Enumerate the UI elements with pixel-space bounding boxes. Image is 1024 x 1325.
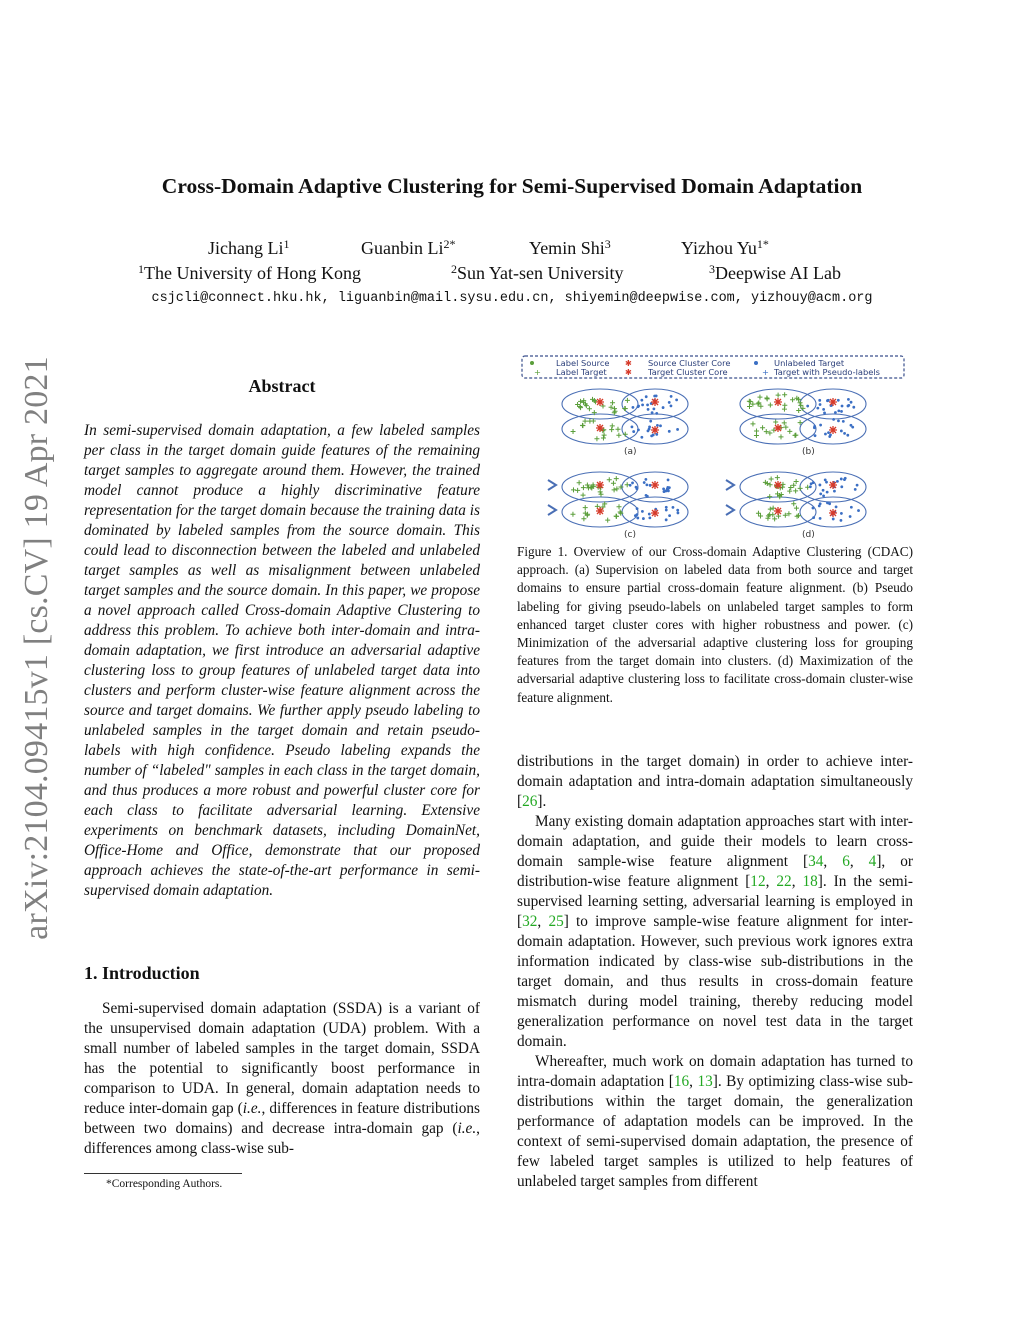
- sample-point: [667, 489, 670, 492]
- sample-point: [668, 430, 671, 433]
- sample-point: [827, 431, 830, 434]
- sample-plus: [776, 393, 781, 398]
- sample-plus: [782, 407, 787, 412]
- sample-plus: [754, 429, 759, 434]
- panel-label-a: (a): [624, 447, 637, 457]
- sample-plus: [609, 427, 614, 432]
- sample-plus: [611, 481, 616, 486]
- sample-point: [632, 406, 635, 409]
- sample-plus: [594, 436, 599, 441]
- sample-plus: [754, 433, 759, 438]
- sample-plus: [750, 421, 755, 426]
- cluster-core: [651, 426, 659, 434]
- sample-plus: [778, 434, 783, 439]
- sample-plus: [798, 486, 803, 491]
- sample-point: [675, 398, 678, 401]
- sample-point: [809, 485, 812, 488]
- sample-plus: [775, 475, 780, 480]
- sample-point: [822, 489, 825, 492]
- legend-target-pseudo: Target with Pseudo-labels: [774, 367, 880, 377]
- sample-plus: [792, 433, 797, 438]
- sample-point: [824, 478, 827, 481]
- sample-plus: [794, 506, 799, 511]
- cluster-core: [829, 481, 837, 489]
- sample-point: [818, 399, 821, 402]
- sample-point: [635, 487, 638, 490]
- sample-point: [640, 399, 643, 402]
- sample-plus: [747, 404, 752, 409]
- sample-point: [832, 518, 835, 521]
- sample-plus: [581, 516, 586, 521]
- figure-caption: Figure 1. Overview of our Cross-domain Adaptive Clustering (CDAC) approach. (a) Supervision on labeled data from both source and target domains to ensure partial cross-domain feature alignment. (b) Pseudo labeling for giving pseudo-labels on unlabeled target samples to form enhanced target cluster cores with higher robustness and power. (c) Minimization of the adversarial adaptive clustering loss for grouping features from the target domain into clusters. (d) Maximization of the adversarial adaptive clustering loss to facilitate cross-domain cluster-wise feature alignment.: [517, 544, 913, 705]
- sample-point: [833, 490, 836, 493]
- sample-point: [822, 408, 825, 411]
- sample-point: [676, 428, 679, 431]
- sample-point: [846, 434, 849, 437]
- sample-point: [819, 424, 822, 427]
- arrow-icon: [548, 505, 556, 515]
- sample-plus: [768, 403, 773, 408]
- sample-point: [665, 506, 668, 509]
- sample-plus: [598, 489, 603, 494]
- sample-point: [856, 484, 859, 487]
- legend-source-core: Source Cluster Core: [648, 358, 731, 368]
- sample-plus: [607, 477, 612, 482]
- sample-point: [840, 519, 843, 522]
- sample-point: [651, 411, 654, 414]
- sample-point: [645, 494, 648, 497]
- sample-plus: [583, 419, 588, 424]
- sample-point: [851, 426, 854, 429]
- sample-point: [643, 481, 646, 484]
- sample-point: [854, 488, 857, 491]
- sample-point: [850, 506, 853, 509]
- sample-point: [648, 516, 651, 519]
- cluster-core: [596, 481, 604, 489]
- sample-point: [640, 436, 643, 439]
- cluster-core: [596, 507, 604, 515]
- sample-plus: [581, 485, 586, 490]
- arrow-icon: [726, 480, 734, 490]
- sample-point: [822, 494, 825, 497]
- sample-point: [645, 395, 648, 398]
- sample-plus: [580, 423, 585, 428]
- sample-plus: [756, 401, 761, 406]
- legend-target-dot: [754, 361, 758, 365]
- sample-plus: [623, 406, 628, 411]
- sample-point: [631, 482, 634, 485]
- sample-point: [655, 433, 658, 436]
- sample-plus: [625, 398, 630, 403]
- sample-point: [835, 505, 838, 508]
- arrow-icon: [548, 480, 556, 490]
- section-heading: 1. Introduction: [84, 963, 200, 983]
- cluster-core: [774, 398, 782, 406]
- sample-point: [814, 434, 817, 437]
- sample-point: [813, 426, 816, 429]
- sample-point: [837, 410, 840, 413]
- cluster-core: [651, 481, 659, 489]
- sample-point: [840, 430, 843, 433]
- sample-plus: [787, 489, 792, 494]
- sample-point: [837, 399, 840, 402]
- sample-point: [632, 430, 635, 433]
- sample-point: [819, 517, 822, 520]
- sample-plus: [768, 507, 773, 512]
- sample-point: [665, 518, 668, 521]
- sample-point: [840, 485, 843, 488]
- legend-target-core: Target Cluster Core: [648, 367, 728, 377]
- sample-plus: [750, 402, 755, 407]
- sample-plus: [793, 488, 798, 493]
- panel-label-c: (c): [624, 530, 636, 540]
- sample-point: [837, 419, 840, 422]
- sample-plus: [765, 396, 770, 401]
- sample-point: [852, 406, 855, 409]
- legend-label-target: Label Target: [556, 367, 607, 377]
- sample-point: [631, 425, 634, 428]
- arrow-icon: [726, 505, 734, 515]
- sample-point: [662, 487, 665, 490]
- sample-plus: [794, 479, 799, 484]
- sample-plus: [587, 406, 592, 411]
- sample-point: [832, 418, 835, 421]
- sample-point: [847, 398, 850, 401]
- sample-plus: [790, 397, 795, 402]
- sample-point: [850, 401, 853, 404]
- figure-panels: [548, 389, 866, 527]
- sample-point: [828, 502, 831, 505]
- sample-point: [667, 479, 670, 482]
- legend-core-star: ✱: [625, 358, 632, 368]
- sample-point: [849, 515, 852, 518]
- sample-point: [636, 507, 639, 510]
- sample-plus: [575, 488, 580, 493]
- author-emails: csjcli@connect.hku.hk, liguanbin@mail.sysu.edu.cn, shiyemin@deepwise.com, yizhouy@acm.org: [151, 291, 873, 306]
- paragraph: Many existing domain adaptation approaches start with inter-domain adaptation, and guide their models to learn cross-domain sample-wise feature alignment [34, 6, 4], or distribution-wise feature alignment [12, 22, 18]. In the semi-supervised learning setting, adversarial learning is employed in [32, 25] to improve sample-wise feature alignment for inter-domain adaptation. However, such previous work ignores extra information indicated by class-wise sub-distributions in the target domain, and thus results in cross-domain feature mismatch during model training, thereby reducing model generalization performance on novel test data in the target domain.: [517, 813, 914, 1050]
- sample-plus: [757, 395, 762, 400]
- cluster-core: [829, 398, 837, 406]
- cluster-core: [651, 398, 659, 406]
- abstract-heading: Abstract: [248, 376, 316, 396]
- cluster-core: [829, 426, 837, 434]
- affiliation: $^2$Sun Yat-sen University: [451, 262, 624, 283]
- sample-point: [676, 509, 679, 512]
- sample-point: [648, 426, 651, 429]
- sample-plus: [578, 405, 583, 410]
- sample-point: [662, 406, 665, 409]
- sample-plus: [782, 392, 787, 397]
- sample-plus: [617, 504, 622, 509]
- footnote-rule: [84, 1173, 242, 1174]
- sample-point: [647, 408, 650, 411]
- author: Yemin Shi$^3$: [529, 237, 611, 258]
- sample-point: [670, 395, 673, 398]
- author: Yizhou $Yu^{1*}$: [681, 237, 769, 258]
- sample-point: [636, 517, 639, 520]
- sample-point: [816, 407, 819, 410]
- sample-plus: [610, 400, 615, 405]
- affiliation-list: [0, 263, 1024, 287]
- sample-plus: [767, 494, 772, 499]
- sample-plus: [583, 505, 588, 510]
- paragraph: distributions in the target domain) in order to achieve inter-domain adaptation and intra-domain adaptation simultaneously [26].: [517, 753, 913, 810]
- sample-point: [806, 405, 809, 408]
- sample-point: [840, 512, 843, 515]
- sample-point: [843, 432, 846, 435]
- svg-text:✱: ✱: [625, 367, 632, 377]
- paragraph: Whereafter, much work on domain adaptation has turned to intra-domain adaptation [16, 13]. By optimizing class-wise sub-distributions within the target domain, the generalization performance of adaptation models can be improved. In the context of semi-supervised domain adaptation, the presence of few labeled target samples is utilized to help features of unlabeled target samples from different: [517, 1053, 913, 1190]
- sample-point: [670, 404, 673, 407]
- sample-plus: [610, 423, 615, 428]
- abstract-text: In semi-supervised domain adaptation, a few labeled samples per class in the target domain guide features of the remaining target samples to aggregate around them. However, the trained model cannot produce a highly discriminative feature representation for the target domain because the training data is dominated by labeled samples from the source domain. This could lead to disconnection between the labeled and unlabeled target samples as well as misalignment between unlabeled target samples and the source domain. In this paper, we propose a novel approach called Cross-domain Adaptive Clustering to address this problem. To achieve both inter-domain and intra-domain adaptation, we first introduce an adversarial adaptive clustering loss to group features of unlabeled target data into clusters and perform cluster-wise feature alignment across the source and target domains. We further apply pseudo labeling to unlabeled samples in the target domain and retain pseudo-labels with high confidence. Pseudo labeling expands the number of “labeled" samples in each class in the target domain, and thus produces a more robust and powerful cluster core for each class to facilitate adversarial learning. Extensive experiments on benchmark datasets, including DomainNet, Office-Home and Office, demonstrate that our proposed approach achieves the state-of-the-art performance in semi-supervised domain adaptation.: [84, 422, 480, 899]
- sample-plus: [791, 501, 796, 506]
- sample-plus: [586, 485, 591, 490]
- sample-point: [629, 484, 632, 487]
- sample-point: [659, 424, 662, 427]
- sample-plus: [769, 476, 774, 481]
- sample-point: [668, 514, 671, 517]
- legend-unlabeled-target: Unlabeled Target: [774, 358, 845, 368]
- sample-plus: [571, 429, 576, 434]
- sample-plus: [577, 480, 582, 485]
- sample-plus: [614, 476, 619, 481]
- sample-point: [819, 493, 822, 496]
- sample-plus: [598, 492, 603, 497]
- arxiv-id: arXiv:2104.09415v1 [cs.CV] 19 Apr 2021: [18, 356, 55, 940]
- sample-point: [827, 399, 830, 402]
- sample-point: [672, 506, 675, 509]
- figure-1: [520, 352, 912, 542]
- affiliation: $^3$Deepwise AI Lab: [709, 262, 841, 283]
- sample-point: [826, 491, 829, 494]
- sample-plus: [760, 425, 765, 430]
- sample-point: [641, 510, 644, 513]
- sample-point: [645, 483, 648, 486]
- author: Jichang Li$^1$: [208, 237, 290, 258]
- sample-point: [841, 405, 844, 408]
- svg-text:+: +: [762, 367, 769, 377]
- arxiv-stamp: [14, 348, 60, 948]
- sample-plus: [773, 420, 778, 425]
- sample-plus: [747, 399, 752, 404]
- sample-point: [647, 429, 650, 432]
- sample-point: [653, 395, 656, 398]
- sample-plus: [581, 493, 586, 498]
- sample-point: [819, 403, 822, 406]
- cluster-core: [596, 398, 604, 406]
- panel-label-b: (b): [802, 447, 815, 457]
- sample-point: [641, 403, 644, 406]
- sample-plus: [578, 399, 583, 404]
- sample-point: [656, 424, 659, 427]
- sample-plus: [602, 433, 607, 438]
- sample-point: [812, 516, 815, 519]
- sample-point: [649, 420, 652, 423]
- author: Guanbin $Li^{2*}$: [361, 237, 456, 258]
- sample-plus: [601, 436, 606, 441]
- cluster-core: [596, 424, 604, 432]
- sample-point: [819, 484, 822, 487]
- sample-point: [642, 517, 645, 520]
- affiliation: $^1$The University of Hong Kong: [138, 262, 361, 283]
- sample-point: [652, 434, 655, 437]
- sample-point: [644, 478, 647, 481]
- sample-point: [842, 420, 845, 423]
- sample-plus: [612, 487, 617, 492]
- sample-point: [819, 502, 822, 505]
- cluster-core: [774, 481, 782, 489]
- sample-point: [840, 410, 843, 413]
- sample-point: [843, 478, 846, 481]
- sample-point: [668, 401, 671, 404]
- sample-point: [648, 513, 651, 516]
- legend-label-source: Label Source: [556, 358, 610, 368]
- sample-plus: [616, 433, 621, 438]
- sample-point: [812, 507, 815, 510]
- sample-point: [655, 412, 658, 415]
- sample-point: [665, 509, 668, 512]
- sample-point: [823, 412, 826, 415]
- legend: [530, 358, 880, 377]
- legend-source-dot: [530, 361, 534, 365]
- paper-title: Cross-Domain Adaptive Clustering for Semi-Supervised Domain Adaptation: [161, 174, 863, 198]
- sample-plus: [605, 518, 610, 523]
- sample-point: [847, 404, 850, 407]
- sample-point: [810, 482, 813, 485]
- right-column: [517, 752, 913, 1192]
- panel-label-d: (d): [802, 530, 815, 540]
- sample-point: [824, 433, 827, 436]
- cluster-core: [774, 424, 782, 432]
- sample-point: [646, 404, 649, 407]
- cluster-core: [651, 509, 659, 517]
- sample-plus: [615, 427, 620, 432]
- author-list: [0, 238, 1024, 262]
- sample-point: [637, 428, 640, 431]
- sample-point: [828, 435, 831, 438]
- cluster-core: [829, 509, 837, 517]
- sample-point: [834, 411, 837, 414]
- sample-plus: [787, 429, 792, 434]
- legend-plus: +: [534, 367, 541, 377]
- sample-plus: [614, 514, 619, 519]
- sample-point: [652, 407, 655, 410]
- footnote: *Corresponding Authors.: [106, 1178, 223, 1190]
- sample-plus: [570, 512, 575, 517]
- sample-point: [637, 405, 640, 408]
- sample-point: [634, 514, 637, 517]
- sample-point: [857, 509, 860, 512]
- intro-paragraph: Semi-supervised domain adaptation (SSDA) is a variant of the unsupervised domain adaptation (UDA) problem. With a small number of labeled samples in the target domain, SSDA has the potential to significantly boost performance in comparison to UDA. In general, domain adaptation needs to reduce inter-domain gap (i.e., differences in feature distributions between two domains) and decrease intra-domain gap (i.e., differences among class-wise sub-: [84, 1000, 480, 1157]
- sample-point: [836, 480, 839, 483]
- sample-point: [840, 478, 843, 481]
- cluster-core: [774, 507, 782, 515]
- sample-plus: [623, 432, 628, 437]
- sample-point: [677, 512, 680, 515]
